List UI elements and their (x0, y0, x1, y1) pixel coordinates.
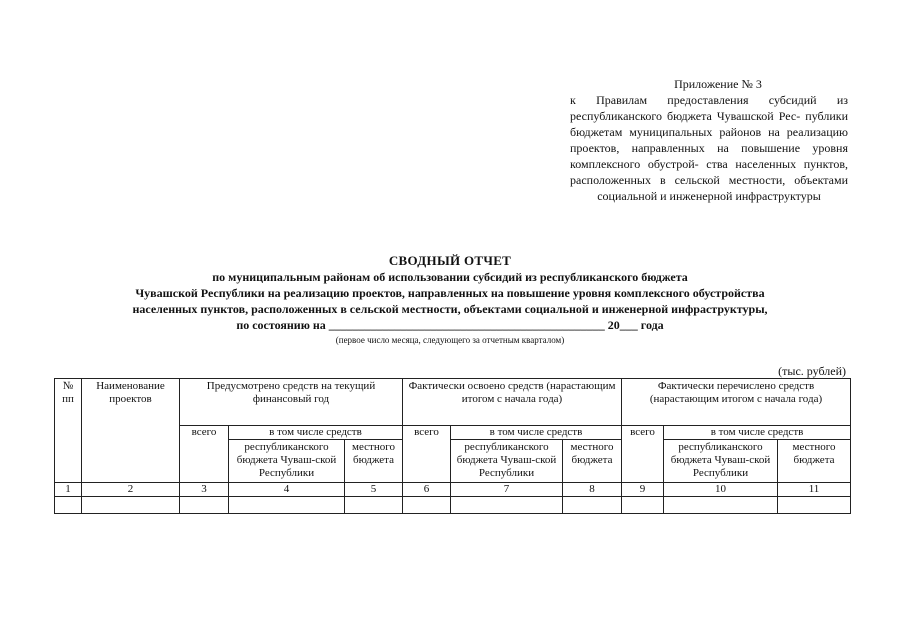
table-cell (778, 497, 851, 514)
header-planned-funds: Предусмотрено средств на текущий финансовый год (180, 379, 403, 426)
table-row (55, 497, 851, 514)
appendix-number: Приложение № 3 (674, 77, 762, 91)
column-number: 1 (55, 483, 82, 497)
column-number: 9 (622, 483, 664, 497)
header-total: всего (622, 426, 664, 483)
column-number: 10 (664, 483, 778, 497)
column-number: 5 (345, 483, 403, 497)
table-cell (82, 497, 180, 514)
header-republic-budget: республиканского бюджета Чуваш-ской Республики (229, 440, 345, 483)
header-including: в том числе средств (229, 426, 403, 440)
table-header-row (55, 379, 851, 426)
table-cell (180, 497, 229, 514)
report-subtitle-line: Чувашской Республики на реализацию проектов, направленных на повышение уровня комплексного обустройства (135, 286, 765, 300)
table-cell (229, 497, 345, 514)
column-number: 8 (563, 483, 622, 497)
column-number-row (55, 483, 851, 497)
table-cell (55, 497, 82, 514)
column-number: 2 (82, 483, 180, 497)
appendix-line: на реализацию проектов, направленных на (570, 125, 848, 155)
appendix-line: республиканского бюджета Чувашской Рес- (570, 109, 801, 123)
appendix-line: сельской местности, объектами социальной (597, 173, 848, 203)
header-project-name: Наименование проектов (82, 379, 180, 483)
report-date-line: по состоянию на ______________________________________________ 20___ года (236, 318, 664, 332)
appendix-header (570, 76, 848, 204)
column-number: 6 (403, 483, 451, 497)
header-including: в том числе средств (451, 426, 622, 440)
header-transferred-funds: Фактически перечислено средств (нарастающим итогом с начала года) (622, 379, 851, 426)
report-date-note: (первое число месяца, следующего за отчетным кварталом) (335, 335, 565, 345)
table-cell (451, 497, 563, 514)
table-cell (622, 497, 664, 514)
header-local-budget: местного бюджета (345, 440, 403, 483)
header-local-budget: местного бюджета (778, 440, 851, 483)
table-cell (563, 497, 622, 514)
appendix-line: публики бюджетам муниципальных районов (570, 109, 849, 139)
appendix-line: повышение уровня комплексного обустрой- (570, 141, 848, 171)
table-cell (403, 497, 451, 514)
table-cell (345, 497, 403, 514)
column-number: 4 (229, 483, 345, 497)
report-title-block (40, 252, 860, 346)
column-number: 11 (778, 483, 851, 497)
header-spent-funds: Фактически освоено средств (нарастающим итогом с начала года) (403, 379, 622, 426)
header-number: № пп (55, 379, 82, 483)
header-republic-budget: республиканского бюджета Чуваш-ской Республики (451, 440, 563, 483)
header-including: в том числе средств (664, 426, 851, 440)
report-subtitle-line: населенных пунктов, расположенных в сельской местности, объектами социальной и инженерной инфраструктуры, (132, 302, 768, 316)
units-label: (тыс. рублей) (778, 364, 846, 378)
header-local-budget: местного бюджета (563, 440, 622, 483)
appendix-line: ства населенных пунктов, расположенных в (570, 157, 848, 187)
appendix-line: и инженерной инфраструктуры (660, 189, 821, 203)
appendix-description (570, 92, 848, 204)
report-title: СВОДНЫЙ ОТЧЕТ (388, 253, 512, 268)
header-total: всего (403, 426, 451, 483)
header-total: всего (180, 426, 229, 483)
column-number: 7 (451, 483, 563, 497)
header-republic-budget: республиканского бюджета Чуваш-ской Республики (664, 440, 778, 483)
table-cell (664, 497, 778, 514)
report-subtitle-line: по муниципальным районам об использовании субсидий из республиканского бюджета (212, 270, 688, 284)
column-number: 3 (180, 483, 229, 497)
appendix-line: к Правилам предоставления субсидий из (570, 93, 848, 107)
report-table (54, 378, 851, 514)
